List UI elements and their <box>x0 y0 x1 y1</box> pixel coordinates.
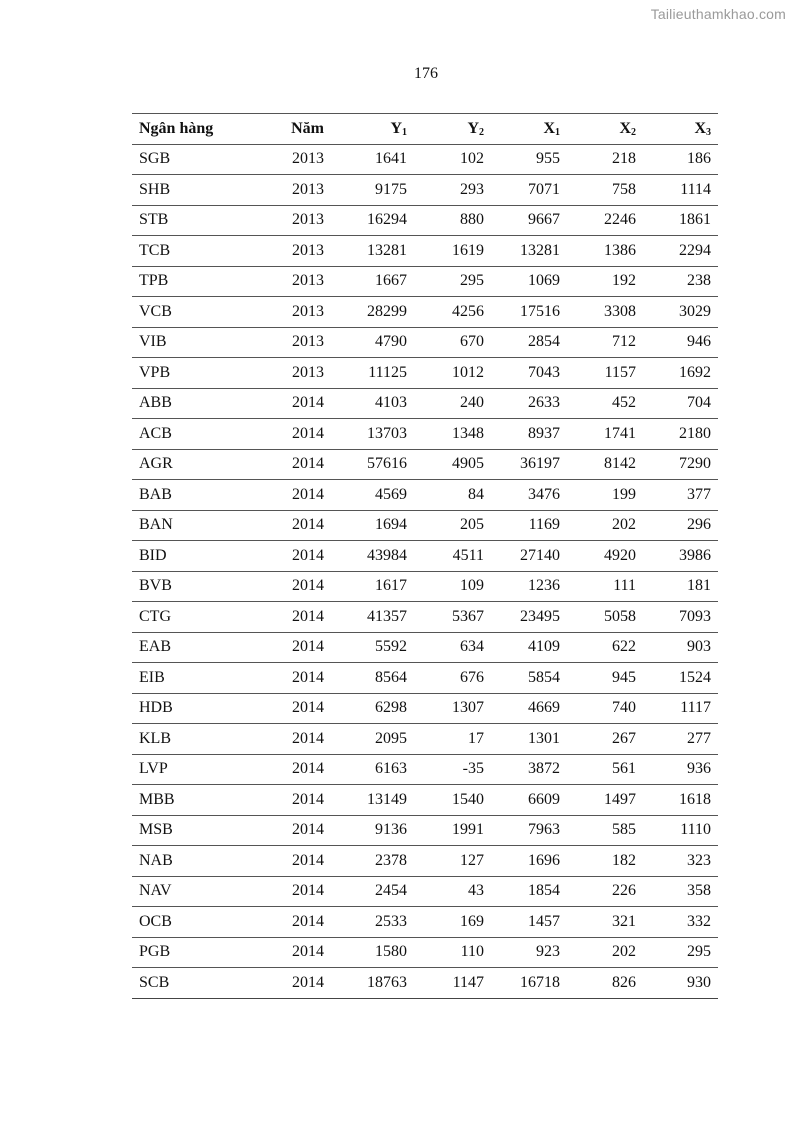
value-cell: 2854 <box>491 327 567 358</box>
bank-code-cell: SCB <box>132 968 255 999</box>
value-cell: 1854 <box>491 876 567 907</box>
year-cell: 2013 <box>255 297 331 328</box>
value-cell: 740 <box>567 693 643 724</box>
value-cell: 238 <box>643 266 718 297</box>
value-cell: 4569 <box>331 480 414 511</box>
value-cell: 1667 <box>331 266 414 297</box>
table-row <box>132 541 718 572</box>
value-cell: 1117 <box>643 693 718 724</box>
table-row <box>132 846 718 877</box>
value-cell: 199 <box>567 480 643 511</box>
value-cell: 218 <box>567 144 643 175</box>
table-row <box>132 785 718 816</box>
bank-code-cell: ABB <box>132 388 255 419</box>
value-cell: 1301 <box>491 724 567 755</box>
value-cell: 561 <box>567 754 643 785</box>
value-cell: 23495 <box>491 602 567 633</box>
bank-code-cell: CTG <box>132 602 255 633</box>
value-cell: 946 <box>643 327 718 358</box>
value-cell: 27140 <box>491 541 567 572</box>
bank-code-cell: SGB <box>132 144 255 175</box>
year-cell: 2014 <box>255 815 331 846</box>
value-cell: 202 <box>567 937 643 968</box>
value-cell: 4109 <box>491 632 567 663</box>
value-cell: 296 <box>643 510 718 541</box>
value-cell: 903 <box>643 632 718 663</box>
header-row <box>132 114 718 145</box>
value-cell: 17516 <box>491 297 567 328</box>
year-cell: 2014 <box>255 754 331 785</box>
value-cell: 704 <box>643 388 718 419</box>
bank-code-cell: HDB <box>132 693 255 724</box>
column-header <box>331 114 414 145</box>
value-cell: 1157 <box>567 358 643 389</box>
value-cell: 186 <box>643 144 718 175</box>
bank-code-cell: BAN <box>132 510 255 541</box>
value-cell: 452 <box>567 388 643 419</box>
value-cell: 880 <box>414 205 491 236</box>
year-cell: 2013 <box>255 175 331 206</box>
value-cell: 28299 <box>331 297 414 328</box>
value-cell: 3476 <box>491 480 567 511</box>
value-cell: 102 <box>414 144 491 175</box>
bank-code-cell: VIB <box>132 327 255 358</box>
value-cell: 1618 <box>643 785 718 816</box>
value-cell: 11125 <box>331 358 414 389</box>
table-row <box>132 663 718 694</box>
value-cell: 16294 <box>331 205 414 236</box>
column-header-label: Y <box>467 119 479 137</box>
value-cell: 4905 <box>414 449 491 480</box>
value-cell: 1386 <box>567 236 643 267</box>
value-cell: 1169 <box>491 510 567 541</box>
value-cell: 670 <box>414 327 491 358</box>
table-row <box>132 297 718 328</box>
value-cell: 181 <box>643 571 718 602</box>
value-cell: 4103 <box>331 388 414 419</box>
value-cell: 13281 <box>331 236 414 267</box>
value-cell: 1012 <box>414 358 491 389</box>
year-cell: 2014 <box>255 541 331 572</box>
value-cell: 7071 <box>491 175 567 206</box>
value-cell: 1991 <box>414 815 491 846</box>
value-cell: 295 <box>414 266 491 297</box>
value-cell: 1307 <box>414 693 491 724</box>
value-cell: 17 <box>414 724 491 755</box>
bank-code-cell: MBB <box>132 785 255 816</box>
year-cell: 2014 <box>255 846 331 877</box>
column-header <box>132 114 255 145</box>
column-header-label: Ngân hàng <box>139 119 214 137</box>
table-header <box>132 114 718 145</box>
value-cell: 6163 <box>331 754 414 785</box>
column-header-label: Y <box>390 119 402 137</box>
value-cell: 9136 <box>331 815 414 846</box>
value-cell: 3029 <box>643 297 718 328</box>
value-cell: 1114 <box>643 175 718 206</box>
value-cell: 930 <box>643 968 718 999</box>
value-cell: 84 <box>414 480 491 511</box>
year-cell: 2014 <box>255 968 331 999</box>
year-cell: 2013 <box>255 236 331 267</box>
value-cell: 323 <box>643 846 718 877</box>
value-cell: 4256 <box>414 297 491 328</box>
table-row <box>132 937 718 968</box>
bank-code-cell: STB <box>132 205 255 236</box>
value-cell: 2633 <box>491 388 567 419</box>
column-header-label: X <box>694 119 706 137</box>
year-cell: 2014 <box>255 632 331 663</box>
value-cell: 267 <box>567 724 643 755</box>
value-cell: 1147 <box>414 968 491 999</box>
column-header-label: X <box>619 119 631 137</box>
value-cell: 6298 <box>331 693 414 724</box>
table-row <box>132 571 718 602</box>
column-header-subscript: 2 <box>479 126 484 138</box>
value-cell: 2378 <box>331 846 414 877</box>
table-row <box>132 968 718 999</box>
value-cell: 277 <box>643 724 718 755</box>
value-cell: 41357 <box>331 602 414 633</box>
year-cell: 2014 <box>255 693 331 724</box>
year-cell: 2014 <box>255 388 331 419</box>
value-cell: 758 <box>567 175 643 206</box>
value-cell: 293 <box>414 175 491 206</box>
value-cell: 945 <box>567 663 643 694</box>
value-cell: -35 <box>414 754 491 785</box>
value-cell: 826 <box>567 968 643 999</box>
year-cell: 2014 <box>255 907 331 938</box>
data-table <box>132 113 718 999</box>
year-cell: 2014 <box>255 785 331 816</box>
column-header <box>567 114 643 145</box>
table-row <box>132 602 718 633</box>
value-cell: 3986 <box>643 541 718 572</box>
value-cell: 1110 <box>643 815 718 846</box>
value-cell: 4920 <box>567 541 643 572</box>
value-cell: 358 <box>643 876 718 907</box>
bank-code-cell: MSB <box>132 815 255 846</box>
value-cell: 8564 <box>331 663 414 694</box>
table-row <box>132 205 718 236</box>
table-row <box>132 907 718 938</box>
value-cell: 16718 <box>491 968 567 999</box>
value-cell: 8142 <box>567 449 643 480</box>
table-row <box>132 876 718 907</box>
value-cell: 3872 <box>491 754 567 785</box>
value-cell: 634 <box>414 632 491 663</box>
value-cell: 240 <box>414 388 491 419</box>
value-cell: 1641 <box>331 144 414 175</box>
bank-code-cell: VPB <box>132 358 255 389</box>
bank-code-cell: VCB <box>132 297 255 328</box>
value-cell: 5367 <box>414 602 491 633</box>
value-cell: 7290 <box>643 449 718 480</box>
value-cell: 7043 <box>491 358 567 389</box>
value-cell: 1741 <box>567 419 643 450</box>
value-cell: 1524 <box>643 663 718 694</box>
column-header-label: Năm <box>291 119 324 137</box>
table-row <box>132 449 718 480</box>
value-cell: 1457 <box>491 907 567 938</box>
value-cell: 321 <box>567 907 643 938</box>
value-cell: 4511 <box>414 541 491 572</box>
table-body <box>132 144 718 998</box>
value-cell: 1348 <box>414 419 491 450</box>
value-cell: 377 <box>643 480 718 511</box>
table-row <box>132 236 718 267</box>
table-row <box>132 388 718 419</box>
value-cell: 5592 <box>331 632 414 663</box>
value-cell: 192 <box>567 266 643 297</box>
value-cell: 2294 <box>643 236 718 267</box>
bank-code-cell: EIB <box>132 663 255 694</box>
value-cell: 13149 <box>331 785 414 816</box>
table-row <box>132 693 718 724</box>
year-cell: 2013 <box>255 144 331 175</box>
table-row <box>132 266 718 297</box>
value-cell: 332 <box>643 907 718 938</box>
table-row <box>132 144 718 175</box>
table-row <box>132 632 718 663</box>
value-cell: 4790 <box>331 327 414 358</box>
value-cell: 43984 <box>331 541 414 572</box>
bank-code-cell: TCB <box>132 236 255 267</box>
bank-code-cell: KLB <box>132 724 255 755</box>
year-cell: 2013 <box>255 266 331 297</box>
year-cell: 2013 <box>255 327 331 358</box>
value-cell: 1236 <box>491 571 567 602</box>
value-cell: 1617 <box>331 571 414 602</box>
column-header <box>414 114 491 145</box>
value-cell: 5058 <box>567 602 643 633</box>
bank-code-cell: ACB <box>132 419 255 450</box>
bank-code-cell: EAB <box>132 632 255 663</box>
bank-code-cell: AGR <box>132 449 255 480</box>
year-cell: 2014 <box>255 602 331 633</box>
watermark: Tailieuthamkhao.com <box>650 6 786 22</box>
column-header-subscript: 3 <box>706 126 711 138</box>
year-cell: 2014 <box>255 724 331 755</box>
value-cell: 18763 <box>331 968 414 999</box>
value-cell: 1694 <box>331 510 414 541</box>
year-cell: 2013 <box>255 205 331 236</box>
value-cell: 1619 <box>414 236 491 267</box>
value-cell: 622 <box>567 632 643 663</box>
value-cell: 712 <box>567 327 643 358</box>
value-cell: 585 <box>567 815 643 846</box>
year-cell: 2014 <box>255 419 331 450</box>
value-cell: 2533 <box>331 907 414 938</box>
value-cell: 2246 <box>567 205 643 236</box>
value-cell: 7093 <box>643 602 718 633</box>
bank-code-cell: BVB <box>132 571 255 602</box>
bank-code-cell: LVP <box>132 754 255 785</box>
value-cell: 202 <box>567 510 643 541</box>
value-cell: 109 <box>414 571 491 602</box>
value-cell: 205 <box>414 510 491 541</box>
value-cell: 1696 <box>491 846 567 877</box>
bank-code-cell: TPB <box>132 266 255 297</box>
value-cell: 43 <box>414 876 491 907</box>
value-cell: 9175 <box>331 175 414 206</box>
table-row <box>132 480 718 511</box>
value-cell: 3308 <box>567 297 643 328</box>
value-cell: 169 <box>414 907 491 938</box>
value-cell: 1692 <box>643 358 718 389</box>
value-cell: 6609 <box>491 785 567 816</box>
column-header <box>255 114 331 145</box>
value-cell: 57616 <box>331 449 414 480</box>
value-cell: 226 <box>567 876 643 907</box>
column-header-subscript: 2 <box>631 126 636 138</box>
value-cell: 111 <box>567 571 643 602</box>
bank-code-cell: BAB <box>132 480 255 511</box>
value-cell: 955 <box>491 144 567 175</box>
year-cell: 2014 <box>255 480 331 511</box>
table-row <box>132 327 718 358</box>
value-cell: 1069 <box>491 266 567 297</box>
value-cell: 936 <box>643 754 718 785</box>
page-number: 176 <box>414 65 438 82</box>
year-cell: 2014 <box>255 937 331 968</box>
value-cell: 2454 <box>331 876 414 907</box>
table-row <box>132 815 718 846</box>
value-cell: 295 <box>643 937 718 968</box>
value-cell: 13281 <box>491 236 567 267</box>
column-header <box>643 114 718 145</box>
bank-code-cell: NAB <box>132 846 255 877</box>
bank-code-cell: SHB <box>132 175 255 206</box>
bank-code-cell: OCB <box>132 907 255 938</box>
value-cell: 36197 <box>491 449 567 480</box>
column-header <box>491 114 567 145</box>
column-header-subscript: 1 <box>555 126 560 138</box>
year-cell: 2014 <box>255 449 331 480</box>
value-cell: 923 <box>491 937 567 968</box>
bank-code-cell: NAV <box>132 876 255 907</box>
column-header-subscript: 1 <box>402 126 407 138</box>
table-row <box>132 419 718 450</box>
value-cell: 2095 <box>331 724 414 755</box>
value-cell: 4669 <box>491 693 567 724</box>
column-header-label: X <box>543 119 555 137</box>
value-cell: 8937 <box>491 419 567 450</box>
value-cell: 127 <box>414 846 491 877</box>
value-cell: 13703 <box>331 419 414 450</box>
table-row <box>132 358 718 389</box>
value-cell: 1861 <box>643 205 718 236</box>
year-cell: 2014 <box>255 571 331 602</box>
value-cell: 2180 <box>643 419 718 450</box>
table-row <box>132 175 718 206</box>
bank-code-cell: PGB <box>132 937 255 968</box>
value-cell: 676 <box>414 663 491 694</box>
table-row <box>132 510 718 541</box>
year-cell: 2014 <box>255 876 331 907</box>
value-cell: 110 <box>414 937 491 968</box>
table-row <box>132 754 718 785</box>
year-cell: 2014 <box>255 663 331 694</box>
value-cell: 1497 <box>567 785 643 816</box>
year-cell: 2013 <box>255 358 331 389</box>
table-row <box>132 724 718 755</box>
value-cell: 5854 <box>491 663 567 694</box>
value-cell: 182 <box>567 846 643 877</box>
value-cell: 1540 <box>414 785 491 816</box>
year-cell: 2014 <box>255 510 331 541</box>
bank-code-cell: BID <box>132 541 255 572</box>
value-cell: 1580 <box>331 937 414 968</box>
value-cell: 7963 <box>491 815 567 846</box>
value-cell: 9667 <box>491 205 567 236</box>
